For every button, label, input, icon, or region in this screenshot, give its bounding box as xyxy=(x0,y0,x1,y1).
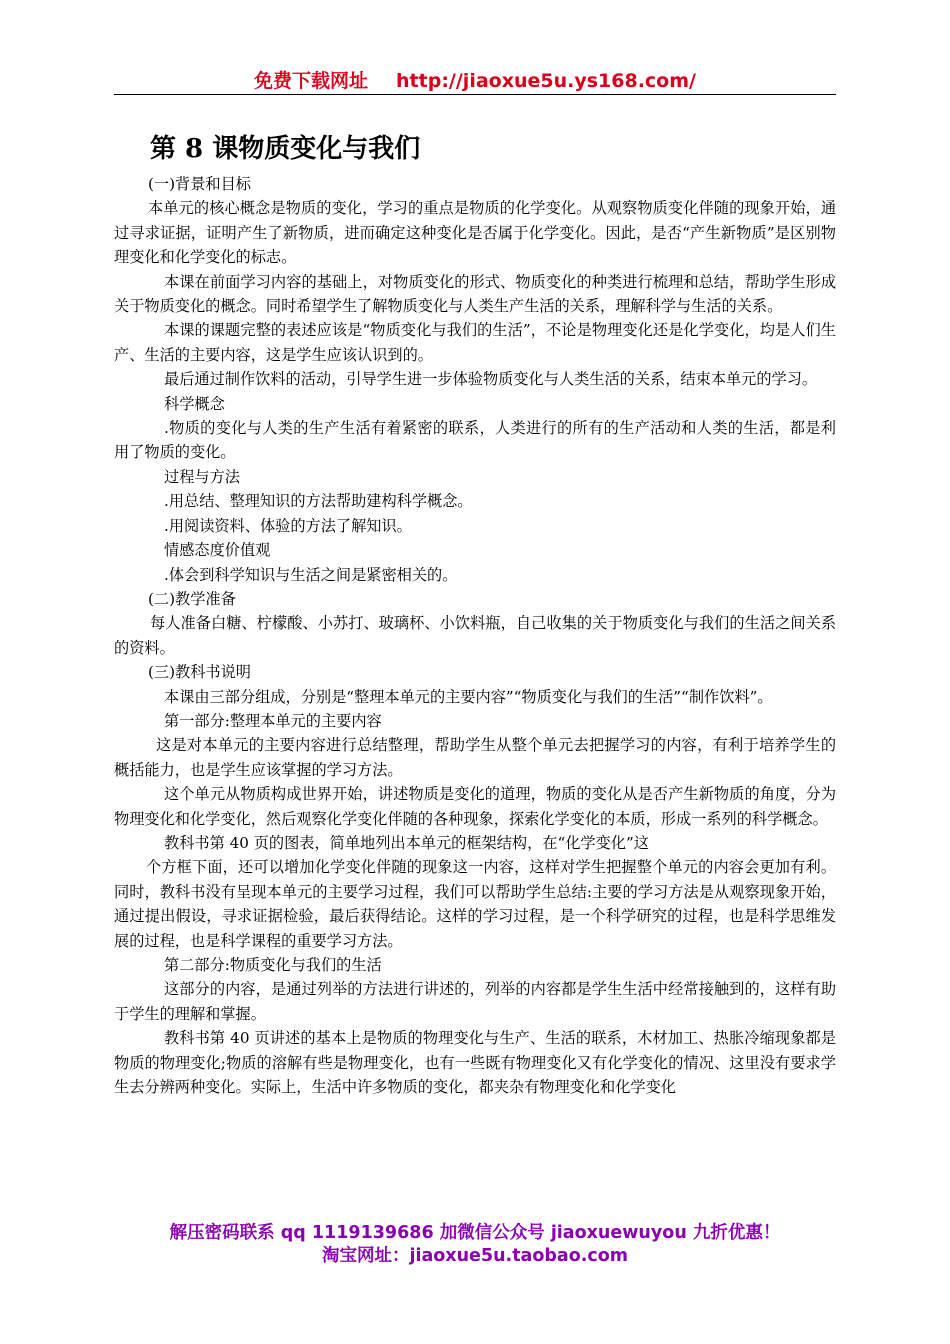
header-divider xyxy=(114,94,836,95)
section-heading-textbook: (三)教科书说明 xyxy=(148,663,251,682)
paragraph: 这是对本单元的主要内容进行总结整理，帮助学生从整个单元去把握学习的内容，有利于培养学生的概括能力，也是学生应该掌握的学习方法。 xyxy=(114,736,836,779)
lesson-title: 第 8 课物质变化与我们 xyxy=(150,134,421,164)
paragraph: 这个单元从物质构成世界开始，讲述物质是变化的道理，物质的变化从是否产生新物质的角度，分为物理变化和化学变化，然后观察化学变化伴随的各种现象，探索化学变化的本质，形成一系列的科学概念。 xyxy=(114,785,836,828)
page-header xyxy=(0,66,950,93)
paragraph: 本单元的核心概念是物质的变化，学习的重点是物质的化学变化。从观察物质变化伴随的现象开始，通过寻求证据，证明产生了新物质，进而确定这种变化是否属于化学变化。因此，是否“产生新物质”是区别物理变化和化学变化的标志。 xyxy=(114,199,836,267)
footer-contact: 解压密码联系 qq 1119139686 加微信公众号 jiaoxuewuyou 九折优惠！ xyxy=(169,1223,781,1243)
bullet-item: .体会到科学知识与生活之间是紧密相关的。 xyxy=(164,565,458,584)
bullet-item: .物质的变化与人类的生产生活有着紧密的联系，人类进行的所有的生产活动和人类的生活，都是利用了物质的变化。 xyxy=(114,419,836,462)
section-heading-preparation: (二)教学准备 xyxy=(148,589,236,608)
bullet-item: .用阅读资料、体验的方法了解知识。 xyxy=(164,516,412,535)
paragraph: 教科书第 40 页讲述的基本上是物质的物理变化与生产、生活的联系，木材加工、热胀冷缩现象都是物质的物理变化;物质的溶解有些是物理变化，也有一些既有物理变化又有化学变化的情况、这里没有要求学生去分辨两种变化。实际上，生活中许多物质的变化，都夹杂有物理变化和化学变化 xyxy=(114,1029,836,1097)
paragraph: 本课在前面学习内容的基础上，对物质变化的形式、物质变化的种类进行梳理和总结，帮助学生形成关于物质变化的概念。同时希望学生了解物质变化与人类生产生活的关系，理解科学与生活的关系。 xyxy=(114,272,836,316)
paragraph: 教科书第 40 页的图表，简单地列出本单元的框架结构，在“化学变化”这 xyxy=(164,833,649,852)
subheading-attitude-values: 情感态度价值观 xyxy=(164,541,271,560)
paragraph: 每人准备白糖、柠檬酸、小苏打、玻璃杯、小饮料瓶，自己收集的关于物质变化与我们的生活之间关系的资料。 xyxy=(114,614,836,657)
footer-shop-link[interactable]: 淘宝网址：jiaoxue5u.taobao.com xyxy=(321,1246,629,1266)
header-label: 免费下载网址 xyxy=(254,70,369,92)
paragraph: 本课的课题完整的表述应该是“物质变化与我们的生活”，不论是物理变化还是化学变化，均是人们生产、生活的主要内容，这是学生应该认识到的。 xyxy=(114,321,836,364)
paragraph: 个方框下面，还可以增加化学变化伴随的现象这一内容，这样对学生把握整个单元的内容会更加有利。同时，教科书没有呈现本单元的主要学习过程，我们可以帮助学生总结:主要的学习方法是从观察现象开始，通过提出假设，寻求证据检验，最后获得结论。这样的学习过程，是一个科学研究的过程，也是科学思维发展的过程，也是科学课程的重要学习方法。 xyxy=(114,858,836,950)
lesson-body xyxy=(114,172,836,1099)
subheading-process-method: 过程与方法 xyxy=(164,467,240,486)
paragraph: 这部分的内容，是通过列举的方法进行讲述的，列举的内容都是学生生活中经常接触到的，这样有助于学生的理解和掌握。 xyxy=(114,980,836,1023)
header-url-link[interactable]: http://jiaoxue5u.ys168.com/ xyxy=(396,70,696,92)
bullet-item: .用总结、整理知识的方法帮助建构科学概念。 xyxy=(164,492,473,511)
paragraph: 最后通过制作饮料的活动，引导学生进一步体验物质变化与人类生活的关系，结束本单元的学习。 xyxy=(164,370,818,389)
subheading-science-concept: 科学概念 xyxy=(164,394,225,413)
paragraph: 本课由三部分组成，分别是“整理本单元的主要内容”“物质变化与我们的生活”“制作饮料”。 xyxy=(164,687,773,706)
subheading-part-two: 第二部分:物质变化与我们的生活 xyxy=(164,956,382,974)
subheading-part-one: 第一部分:整理本单元的主要内容 xyxy=(164,711,382,730)
section-heading-background: (一)背景和目标 xyxy=(148,175,251,193)
